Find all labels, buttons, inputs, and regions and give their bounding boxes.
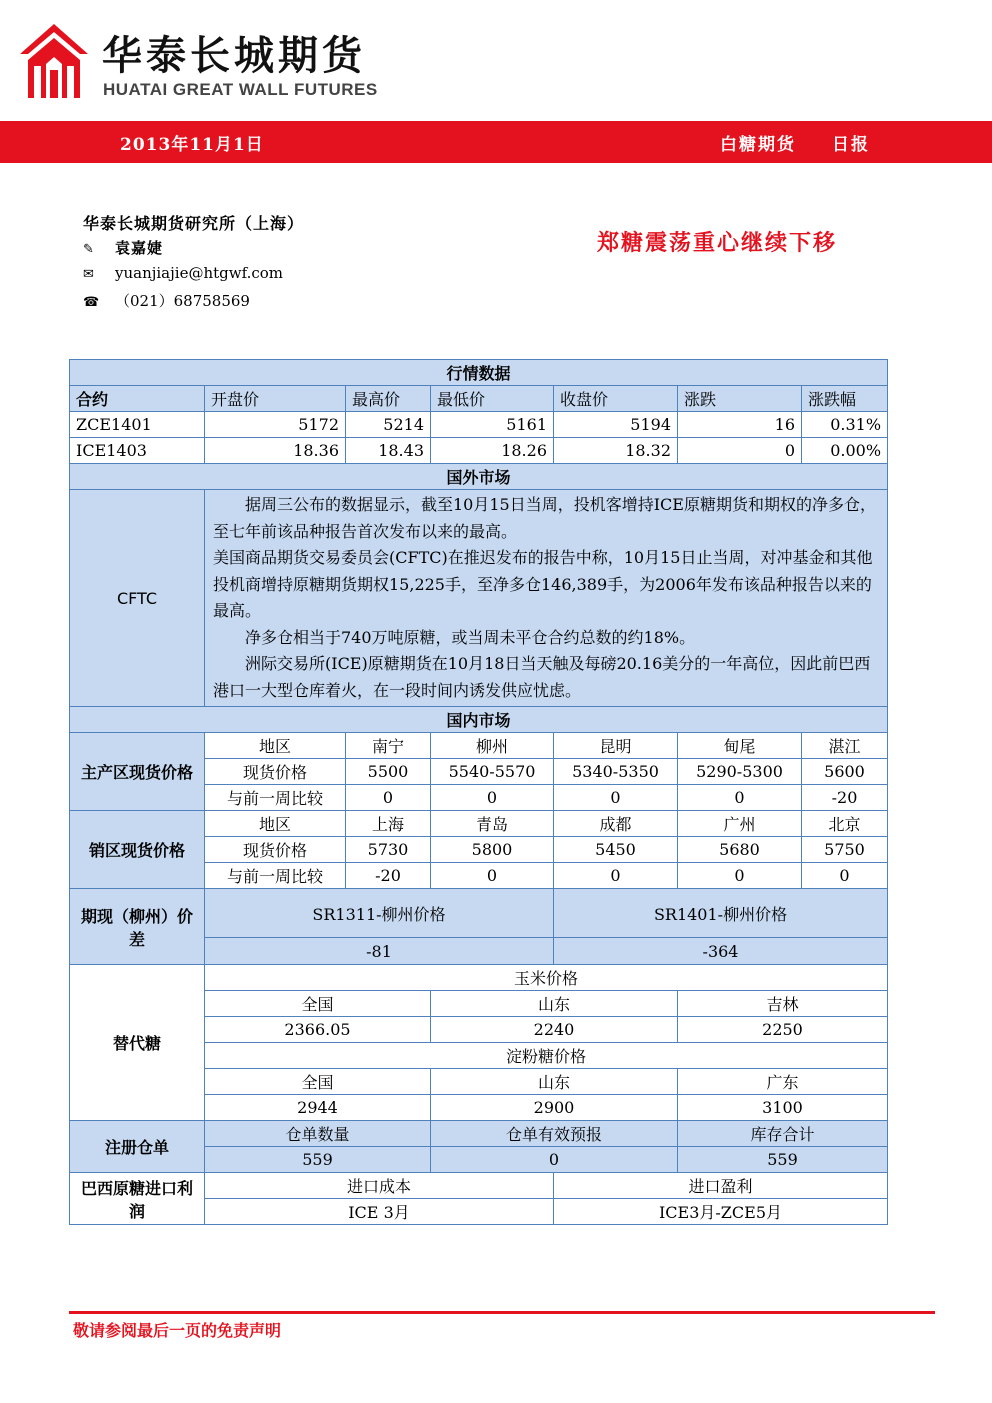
basis-col1-title: SR1311-柳州价格 xyxy=(205,889,554,938)
headline: 郑糖震荡重心继续下移 xyxy=(597,230,838,256)
import-cost-value: ICE 3月 xyxy=(205,1199,554,1225)
report-banner xyxy=(0,121,992,163)
low-cell: 5161 xyxy=(431,412,554,438)
column-header: 涨跌 xyxy=(678,386,802,412)
high-cell: 5214 xyxy=(346,412,431,438)
substitute-label: 替代糖 xyxy=(70,965,205,1121)
price-cell: 3100 xyxy=(678,1095,888,1121)
change-cell: 0 xyxy=(554,785,678,811)
price-cell: 5540-5570 xyxy=(431,759,554,785)
basis-col2-title: SR1401-柳州价格 xyxy=(554,889,888,938)
region-cell: 山东 xyxy=(431,1069,678,1095)
region-cell: 青岛 xyxy=(431,811,554,837)
region-cell: 成都 xyxy=(554,811,678,837)
price-cell: 5680 xyxy=(678,837,802,863)
open-cell: 5172 xyxy=(205,412,346,438)
change-cell: 0 xyxy=(431,785,554,811)
change-cell: 16 xyxy=(678,412,802,438)
footer-divider xyxy=(69,1311,935,1314)
column-header: 仓单有效预报 xyxy=(431,1121,678,1147)
region-cell: 湛江 xyxy=(802,733,888,759)
starch-price-title: 淀粉糖价格 xyxy=(205,1043,888,1069)
price-cell: 5730 xyxy=(346,837,431,863)
phone-row xyxy=(83,290,250,311)
price-cell: 5450 xyxy=(554,837,678,863)
import-profit-title: 进口盈利 xyxy=(554,1173,888,1199)
row-label: 地区 xyxy=(205,733,346,759)
row-label: 现货价格 xyxy=(205,837,346,863)
value-cell: 559 xyxy=(205,1147,431,1173)
value-cell: 0 xyxy=(431,1147,678,1173)
brand-name-cn: 华泰长城期货 xyxy=(102,33,366,79)
change-cell: 0 xyxy=(346,785,431,811)
column-header: 涨跌幅 xyxy=(802,386,888,412)
column-header: 仓单数量 xyxy=(205,1121,431,1147)
region-cell: 广东 xyxy=(678,1069,888,1095)
column-header: 收盘价 xyxy=(554,386,678,412)
change-cell: 0 xyxy=(678,785,802,811)
price-cell: 5750 xyxy=(802,837,888,863)
author-name: 袁嘉婕 xyxy=(115,239,164,257)
change-cell: 0 xyxy=(431,863,554,889)
warehouse-label: 注册仓单 xyxy=(70,1121,205,1173)
column-header: 库存合计 xyxy=(678,1121,888,1147)
section-title-market: 行情数据 xyxy=(70,360,888,386)
column-header: 开盘价 xyxy=(205,386,346,412)
brand-name-en: HUATAI GREAT WALL FUTURES xyxy=(103,80,378,99)
paragraph: 洲际交易所(ICE)原糖期货在10月18日当天触及每磅20.16美分的一年高位，因此前巴西港口一大型仓库着火，在一段时间内诱发供应忧虑。 xyxy=(213,654,871,700)
institute-name: 华泰长城期货研究所（上海） xyxy=(83,214,305,233)
import-profit-value: ICE3月-ZCE5月 xyxy=(554,1199,888,1225)
sales-spot-label: 销区现货价格 xyxy=(70,811,205,889)
market-table xyxy=(69,359,888,1225)
column-header: 合约 xyxy=(70,386,205,412)
change-pct-cell: 0.00% xyxy=(802,438,888,464)
paragraph: 净多仓相当于740万吨原糖，或当周未平仓合约总数的约18%。 xyxy=(245,627,696,647)
paragraph: 美国商品期货交易委员会(CFTC)在推迟发布的报告中称，10月15日止当周，对冲基金和其他投机商增持原糖期货期权15,225手，至净多仓146,389手，为2006年发布该品种报告以来的最高。 xyxy=(213,548,873,620)
region-cell: 吉林 xyxy=(678,991,888,1017)
report-period: 日报 xyxy=(832,135,870,155)
basis-col1-value: -81 xyxy=(205,938,554,965)
change-cell: 0 xyxy=(678,438,802,464)
row-label: 与前一周比较 xyxy=(205,785,346,811)
email-row xyxy=(83,264,283,282)
change-cell: 0 xyxy=(678,863,802,889)
cftc-commentary xyxy=(205,490,888,707)
price-cell: 2240 xyxy=(431,1017,678,1043)
region-cell: 全国 xyxy=(205,1069,431,1095)
region-cell: 柳州 xyxy=(431,733,554,759)
row-label: 与前一周比较 xyxy=(205,863,346,889)
price-cell: 5800 xyxy=(431,837,554,863)
disclaimer-note: 敬请参阅最后一页的免责声明 xyxy=(73,1321,282,1340)
region-cell: 甸尾 xyxy=(678,733,802,759)
region-cell: 昆明 xyxy=(554,733,678,759)
brazil-import-label: 巴西原糖进口利润 xyxy=(70,1173,205,1225)
high-cell: 18.43 xyxy=(346,438,431,464)
report-type: 白糖期货 xyxy=(720,135,796,155)
section-title-foreign: 国外市场 xyxy=(70,464,888,490)
change-cell: 0 xyxy=(554,863,678,889)
price-cell: 2250 xyxy=(678,1017,888,1043)
region-cell: 南宁 xyxy=(346,733,431,759)
region-cell: 北京 xyxy=(802,811,888,837)
row-label: 现货价格 xyxy=(205,759,346,785)
paragraph: 据周三公布的数据显示，截至10月15日当周，投机客增持ICE原糖期货和期权的净多仓，至七年前该品种报告首次发布以来的最高。 xyxy=(213,495,876,541)
region-cell: 山东 xyxy=(431,991,678,1017)
section-title-domestic: 国内市场 xyxy=(70,707,888,733)
basis-label: 期现（柳州）价差 xyxy=(70,889,205,965)
import-cost-title: 进口成本 xyxy=(205,1173,554,1199)
contract-cell: ICE1403 xyxy=(70,438,205,464)
region-cell: 广州 xyxy=(678,811,802,837)
price-cell: 5340-5350 xyxy=(554,759,678,785)
change-cell: -20 xyxy=(802,785,888,811)
table-row xyxy=(70,412,888,438)
author-row xyxy=(83,237,163,258)
phone-icon: ☎ xyxy=(83,295,100,310)
envelope-icon: ✉ xyxy=(83,267,94,282)
change-cell: -20 xyxy=(346,863,431,889)
region-cell: 全国 xyxy=(205,991,431,1017)
pen-icon: ✎ xyxy=(83,242,94,257)
contract-cell: ZCE1401 xyxy=(70,412,205,438)
price-cell: 5290-5300 xyxy=(678,759,802,785)
corn-price-title: 玉米价格 xyxy=(205,965,888,991)
report-date: 2013年11月1日 xyxy=(120,135,264,155)
row-label: 地区 xyxy=(205,811,346,837)
cftc-label: CFTC xyxy=(70,490,205,707)
column-header: 最高价 xyxy=(346,386,431,412)
price-cell: 5500 xyxy=(346,759,431,785)
production-spot-label: 主产区现货价格 xyxy=(70,733,205,811)
change-pct-cell: 0.31% xyxy=(802,412,888,438)
low-cell: 18.26 xyxy=(431,438,554,464)
value-cell: 559 xyxy=(678,1147,888,1173)
close-cell: 18.32 xyxy=(554,438,678,464)
market-header-row xyxy=(70,386,888,412)
column-header: 最低价 xyxy=(431,386,554,412)
price-cell: 5600 xyxy=(802,759,888,785)
table-row xyxy=(70,438,888,464)
close-cell: 5194 xyxy=(554,412,678,438)
author-email[interactable]: yuanjiajie@htgwf.com xyxy=(115,264,284,282)
price-cell: 2900 xyxy=(431,1095,678,1121)
open-cell: 18.36 xyxy=(205,438,346,464)
price-cell: 2366.05 xyxy=(205,1017,431,1043)
price-cell: 2944 xyxy=(205,1095,431,1121)
region-cell: 上海 xyxy=(346,811,431,837)
basis-col2-value: -364 xyxy=(554,938,888,965)
author-phone: （021）68758569 xyxy=(115,292,250,310)
company-logo xyxy=(20,24,88,98)
change-cell: 0 xyxy=(802,863,888,889)
